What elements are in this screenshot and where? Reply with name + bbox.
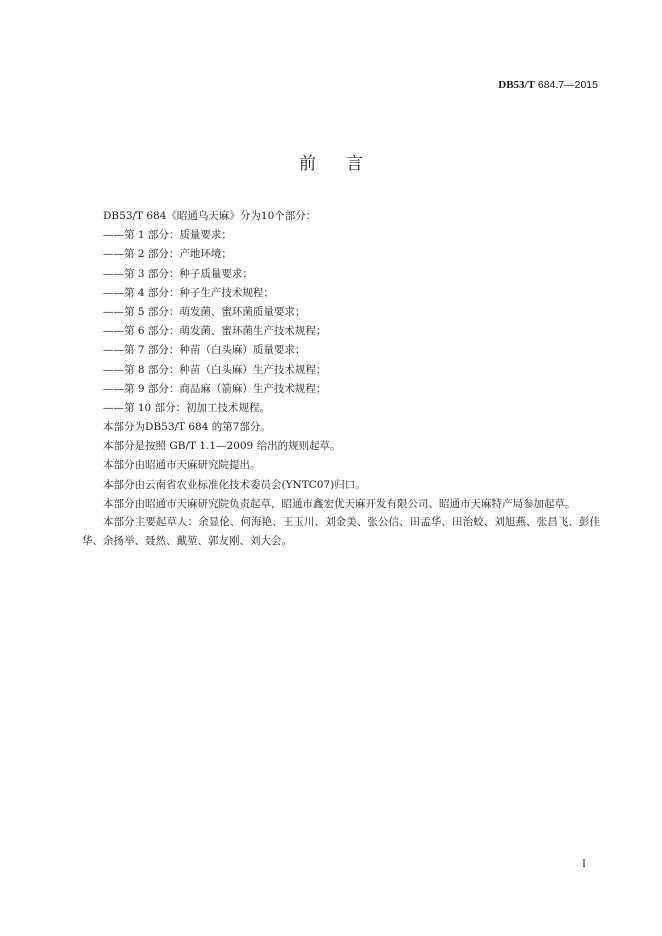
- standard-code-prefix: DB53/T: [498, 79, 535, 91]
- standard-code-number: 684.7—2015: [534, 79, 598, 91]
- foreword-body: [82, 207, 600, 551]
- part-item: ——第 1 部分：质量要求；: [103, 229, 232, 242]
- part-item: ——第 3 部分：种子质量要求；: [103, 267, 253, 280]
- statement-line: 本部分由昭通市天麻研究院提出。: [103, 459, 261, 472]
- part-item: ——第 10 部分：初加工技术规程。: [103, 401, 271, 414]
- part-item: ——第 2 部分：产地环境；: [103, 248, 232, 261]
- part-item: ——第 7 部分：种苗（白头麻）质量要求；: [103, 344, 306, 357]
- part-item: ——第 4 部分：种子生产技术规程；: [103, 286, 274, 299]
- statement-line: 本部分为DB53/T 684 的第7部分。: [103, 421, 271, 434]
- statement-line: 本部分是按照 GB/T 1.1—2009 给出的规则起草。: [103, 440, 341, 453]
- part-item: ——第 5 部分：萌发菌、蜜环菌质量要求；: [103, 305, 306, 318]
- statement-line: 本部分由云南省农业标准化技术委员会(YNTC07)归口。: [103, 478, 366, 491]
- drafting-units-paragraph: 本部分由昭通市天麻研究院负责起草，昭通市鑫宏优天麻开发有限公司、昭通市天麻特产局参加起草。: [103, 497, 576, 510]
- intro-line: DB53/T 684《昭通乌天麻》分为10个部分：: [103, 210, 317, 222]
- page-number: I: [582, 859, 586, 870]
- part-item: ——第 8 部分：种苗（白头麻）生产技术规程；: [103, 363, 327, 376]
- drafters-paragraph: 本部分主要起草人：余显伦、何海艳、王玉川、刘金美、张公信、田孟华、田治蛟、刘旭燕、张昌飞、彭佳华、余扬举、聂然、戴堃、郭友刚、刘大会。: [82, 516, 600, 547]
- part-item: ——第 9 部分：商品麻（箭麻）生产技术规程；: [103, 382, 327, 395]
- page-title: 前言: [299, 154, 393, 174]
- standard-code: [498, 78, 598, 91]
- part-item: ——第 6 部分：萌发菌、蜜环菌生产技术规程；: [103, 325, 327, 338]
